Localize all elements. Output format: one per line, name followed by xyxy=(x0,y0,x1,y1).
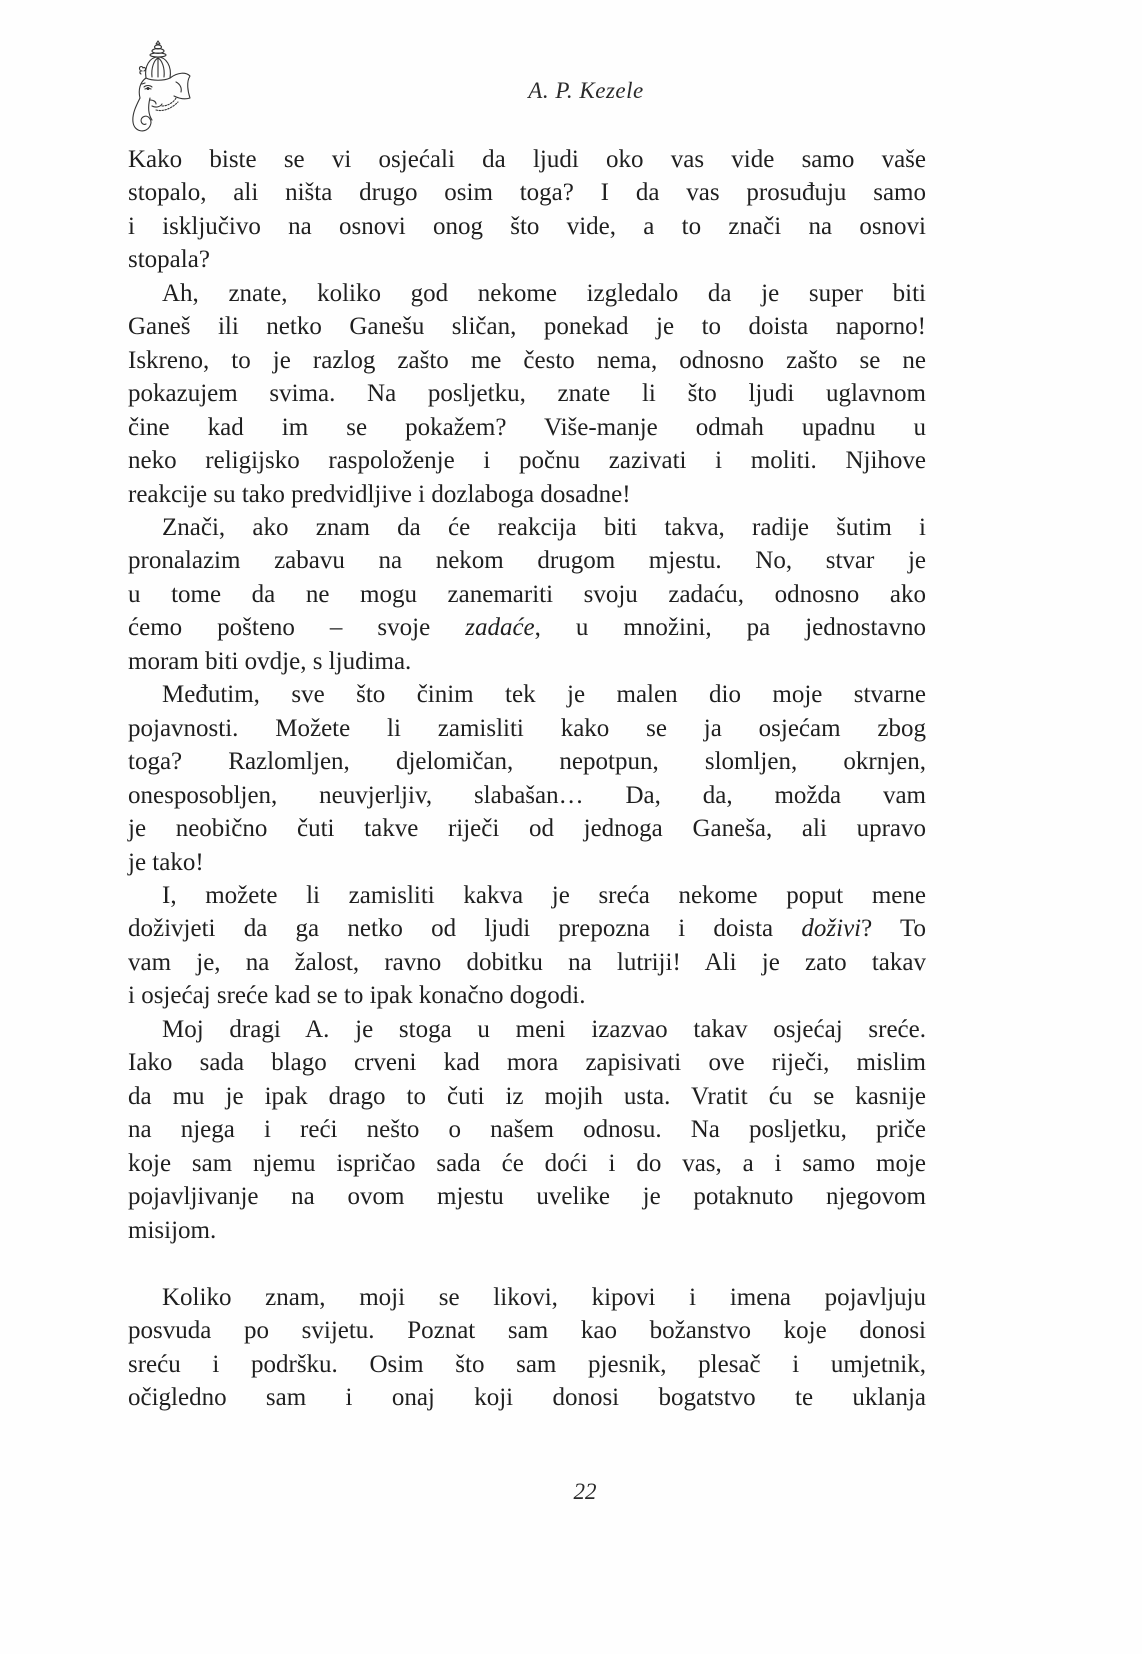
paragraph xyxy=(128,879,926,1013)
text-run: ? To xyxy=(861,915,927,943)
text-line: Ah, znate, koliko god nekome izgledalo da je super biti xyxy=(162,279,926,307)
text-line: u tome da ne mogu zanemariti svoju zadaću, odnosno ako xyxy=(128,580,926,608)
text-line: koje sam njemu ispričao sada će doći i do vas, a i samo moje xyxy=(128,1149,926,1177)
text-line: Moj dragi A. je stoga u meni izazvao takav osjećaj sreće. xyxy=(162,1015,926,1043)
text-line: i osjećaj sreće kad se to ipak konačno dogodi. xyxy=(128,982,586,1010)
text-line: da mu je ipak drago to čuti iz mojih usta. Vratit ću se kasnije xyxy=(128,1082,926,1110)
text-line: stopalo, ali ništa drugo osim toga? I da vas prosuđuju samo xyxy=(128,179,926,207)
text-line: Iskreno, to je razlog zašto me često nema, odnosno zašto se ne xyxy=(128,346,926,374)
text-line: reakcije su tako predvidljive i dozlaboga dosadne! xyxy=(128,480,631,508)
text-run: ćemo pošteno – svoje xyxy=(128,614,466,642)
emphasis-text: zadaće xyxy=(465,614,535,642)
text-line: pronalazim zabavu na nekom drugom mjestu. No, stvar je xyxy=(128,547,926,575)
paragraph xyxy=(128,1281,926,1415)
paragraph xyxy=(128,277,926,511)
text-run: doživjeti da ga netko od ljudi prepozna i doista xyxy=(128,915,802,943)
text-line: vam je, na žalost, ravno dobitku na lutriji! Ali je zato takav xyxy=(128,948,926,976)
text-line: sreću i podršku. Osim što sam pjesnik, plesač i umjetnik, xyxy=(128,1350,926,1378)
text-line: je neobično čuti takve riječi od jednoga Ganeša, ali upravo xyxy=(128,815,926,843)
text-line: Koliko znam, moji se likovi, kipovi i imena pojavljuju xyxy=(162,1283,926,1311)
text-line: Međutim, sve što činim tek je malen dio moje stvarne xyxy=(162,681,926,709)
text-line: čine kad im se pokažem? Više-manje odmah upadnu u xyxy=(128,413,926,441)
paragraph xyxy=(128,143,926,277)
text-line: I, možete li zamisliti kakva je sreća nekome poput mene xyxy=(162,881,926,909)
text-line: Iako sada blago crveni kad mora zapisivati ove riječi, mislim xyxy=(128,1049,926,1077)
text-line: na njega i reći nešto o našem odnosu. Na posljetku, priče xyxy=(128,1116,926,1144)
text-run: , u množini, pa jednostavno xyxy=(534,614,927,642)
page-number: 22 xyxy=(573,1478,597,1504)
text-line xyxy=(128,611,926,644)
text-line: pojavnosti. Možete li zamisliti kako se ja osjećam zbog xyxy=(128,714,926,742)
text-line: Znači, ako znam da će reakcija biti takva, radije šutim i xyxy=(162,513,926,541)
text-line: onesposobljen, neuvjerljiv, slabašan… Da, da, možda vam xyxy=(128,781,926,809)
text-line: i isključivo na osnovi onog što vide, a to znači na osnovi xyxy=(128,212,926,240)
paragraph xyxy=(128,511,926,678)
chapter-body-text xyxy=(128,0,926,1415)
text-line: Kako biste se vi osjećali da ljudi oko vas vide samo vaše xyxy=(128,146,926,173)
text-line: Ganeš ili netko Ganešu sličan, ponekad je to doista naporno! xyxy=(128,313,926,341)
emphasis-text: doživi xyxy=(801,915,862,943)
paragraph xyxy=(128,1013,926,1247)
text-line: toga? Razlomljen, djelomičan, nepotpun, slomljen, okrnjen, xyxy=(128,748,926,776)
text-line: misijom. xyxy=(128,1216,217,1244)
text-line: neko religijsko raspoloženje i počnu zazivati i moliti. Njihove xyxy=(128,447,926,475)
text-line: moram biti ovdje, s ljudima. xyxy=(128,647,412,675)
text-line: očigledno sam i onaj koji donosi bogatstvo te uklanja xyxy=(128,1384,926,1412)
text-line: stopala? xyxy=(128,246,210,274)
paragraph xyxy=(128,678,926,879)
text-line: pojavljivanje na ovom mjestu uvelike je potaknuto njegovom xyxy=(128,1183,926,1211)
text-line xyxy=(128,912,926,945)
running-head-author: A. P. Kezele xyxy=(528,78,644,103)
text-line: je tako! xyxy=(128,848,204,876)
text-line: posvuda po svijetu. Poznat sam kao božanstvo koje donosi xyxy=(128,1317,926,1345)
text-line: pokazujem svima. Na posljetku, znate li što ljudi uglavnom xyxy=(128,380,926,408)
